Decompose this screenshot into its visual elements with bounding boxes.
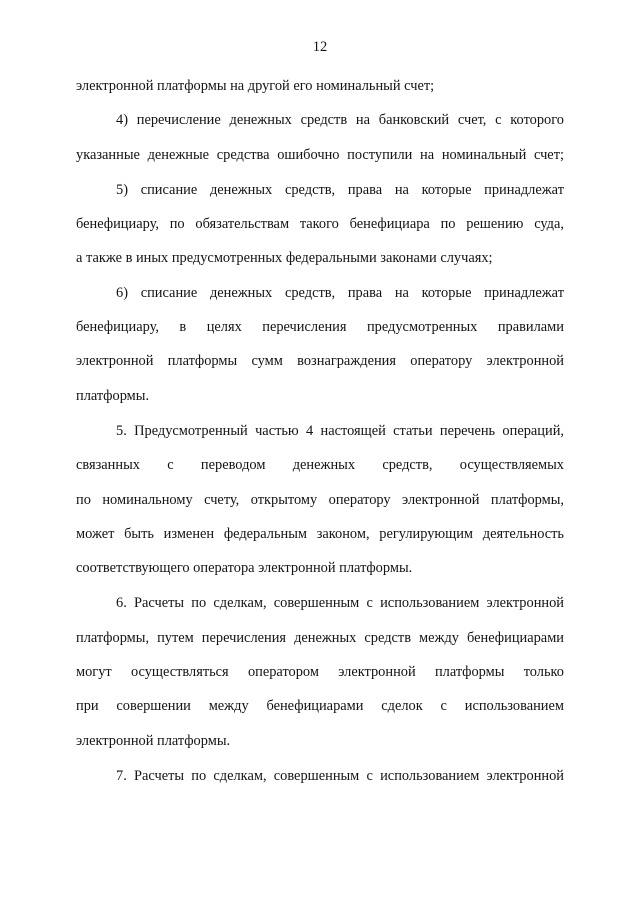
text-line: связанных с переводом денежных средств, осуществляемых: [76, 457, 564, 473]
text-line: бенефициару, в целях перечисления предусмотренных правилами: [76, 319, 564, 335]
text-line: может быть изменен федеральным законом, регулирующим деятельность: [76, 526, 564, 542]
text-line: 5) списание денежных средств, права на которые принадлежат: [116, 182, 564, 198]
text-line: по номинальному счету, открытому оператору электронной платформы,: [76, 492, 564, 508]
text-line: платформы, путем перечисления денежных средств между бенефициарами: [76, 630, 564, 646]
text-line: 4) перечисление денежных средств на банковский счет, с которого: [116, 112, 564, 128]
text-line: 7. Расчеты по сделкам, совершенным с использованием электронной: [116, 768, 564, 784]
page-number: 12: [312, 39, 328, 55]
text-line: 6. Расчеты по сделкам, совершенным с использованием электронной: [116, 595, 564, 611]
text-line: при совершении между бенефициарами сделок с использованием: [76, 698, 564, 714]
text-line: указанные денежные средства ошибочно поступили на номинальный счет;: [76, 147, 564, 163]
text-line: платформы.: [76, 388, 150, 404]
text-line: электронной платформы сумм вознаграждения оператору электронной: [76, 353, 564, 369]
text-line: а также в иных предусмотренных федеральными законами случаях;: [76, 250, 493, 266]
text-line: соответствующего оператора электронной платформы.: [76, 560, 413, 576]
text-line: электронной платформы на другой его номинальный счет;: [76, 78, 435, 94]
text-line: 6) списание денежных средств, права на которые принадлежат: [116, 285, 564, 301]
text-line: бенефициару, по обязательствам такого бенефициара по решению суда,: [76, 216, 564, 232]
text-line: электронной платформы.: [76, 733, 231, 749]
text-line: 5. Предусмотренный частью 4 настоящей статьи перечень операций,: [116, 423, 564, 439]
text-line: могут осуществляться оператором электронной платформы только: [76, 664, 564, 680]
